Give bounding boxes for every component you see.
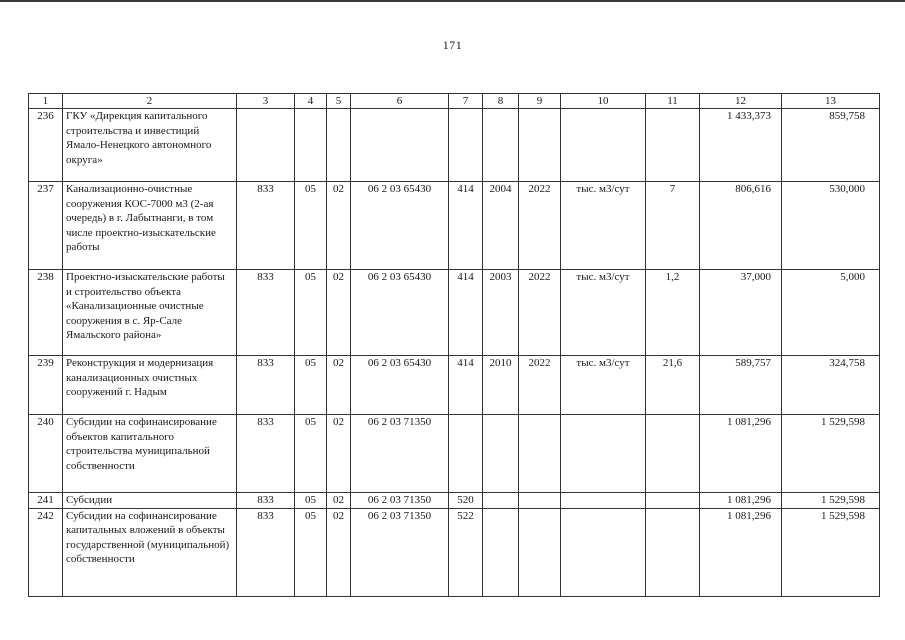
- subsection-cell: [327, 109, 351, 182]
- column-header: 4: [295, 94, 327, 109]
- start-year-cell: [483, 508, 519, 596]
- amount-2022-cell: 1 081,296: [700, 508, 782, 596]
- capacity-cell: [646, 493, 700, 509]
- ministry-code-cell: 833: [237, 270, 295, 356]
- amount-2023-cell: 530,000: [782, 182, 880, 270]
- unit-cell: [561, 109, 646, 182]
- name-cell: Канализационно-очистные сооружения КОС-7000 м3 (2-ая очередь) в г. Лабытнанги, в том числе проектно-изыскательские работы: [63, 182, 237, 270]
- column-header: 9: [519, 94, 561, 109]
- amount-2023-cell: 1 529,598: [782, 508, 880, 596]
- expense-type-cell: 414: [449, 356, 483, 415]
- amount-2022-cell: 806,616: [700, 182, 782, 270]
- column-header: 1: [29, 94, 63, 109]
- amount-2023-cell: 324,758: [782, 356, 880, 415]
- table-row: [29, 270, 880, 356]
- table-row: [29, 415, 880, 493]
- table-row: [29, 493, 880, 509]
- amount-2022-cell: 1 081,296: [700, 415, 782, 493]
- section-cell: [295, 109, 327, 182]
- name-cell: Субсидии на софинансирование объектов капитального строительства муниципальной собственности: [63, 415, 237, 493]
- amount-2022-cell: 589,757: [700, 356, 782, 415]
- top-border-line: [0, 0, 905, 2]
- table-row: [29, 182, 880, 270]
- end-year-cell: 2022: [519, 270, 561, 356]
- subsection-cell: 02: [327, 508, 351, 596]
- subsection-cell: 02: [327, 493, 351, 509]
- subsection-cell: 02: [327, 182, 351, 270]
- column-header: 5: [327, 94, 351, 109]
- target-article-cell: 06 2 03 65430: [351, 270, 449, 356]
- subsection-cell: 02: [327, 415, 351, 493]
- column-header: 2: [63, 94, 237, 109]
- table-row: [29, 356, 880, 415]
- name-cell: Проектно-изыскательские работы и строительство объекта «Канализационные очистные сооружения в с. Яр-Сале Ямальского района»: [63, 270, 237, 356]
- section-cell: 05: [295, 270, 327, 356]
- ministry-code-cell: 833: [237, 493, 295, 509]
- expense-type-cell: 414: [449, 270, 483, 356]
- name-cell: ГКУ «Дирекция капитального строительства и инвестиций Ямало-Ненецкого автономного округа»: [63, 109, 237, 182]
- end-year-cell: 2022: [519, 182, 561, 270]
- column-header: 13: [782, 94, 880, 109]
- row-number-cell: 236: [29, 109, 63, 182]
- amount-2023-cell: 1 529,598: [782, 415, 880, 493]
- target-article-cell: 06 2 03 71350: [351, 415, 449, 493]
- column-header: 6: [351, 94, 449, 109]
- end-year-cell: [519, 508, 561, 596]
- name-cell: Субсидии на софинансирование капитальных вложений в объекты государственной (муниципальной) собственности: [63, 508, 237, 596]
- ministry-code-cell: 833: [237, 182, 295, 270]
- column-header: 7: [449, 94, 483, 109]
- name-cell: Реконструкция и модернизация канализационных очистных сооружений г. Надым: [63, 356, 237, 415]
- amount-2022-cell: 37,000: [700, 270, 782, 356]
- unit-cell: тыс. м3/сут: [561, 270, 646, 356]
- end-year-cell: 2022: [519, 356, 561, 415]
- target-article-cell: 06 2 03 65430: [351, 356, 449, 415]
- subsection-cell: 02: [327, 356, 351, 415]
- name-cell: Субсидии: [63, 493, 237, 509]
- column-header: 12: [700, 94, 782, 109]
- target-article-cell: 06 2 03 71350: [351, 508, 449, 596]
- unit-cell: [561, 415, 646, 493]
- column-header: 3: [237, 94, 295, 109]
- page-number: 171: [442, 38, 463, 52]
- end-year-cell: [519, 415, 561, 493]
- section-cell: 05: [295, 356, 327, 415]
- ministry-code-cell: 833: [237, 415, 295, 493]
- column-header: 11: [646, 94, 700, 109]
- capacity-cell: [646, 415, 700, 493]
- capacity-cell: [646, 508, 700, 596]
- unit-cell: тыс. м3/сут: [561, 356, 646, 415]
- ministry-code-cell: 833: [237, 508, 295, 596]
- column-header: 10: [561, 94, 646, 109]
- ministry-code-cell: 833: [237, 356, 295, 415]
- row-number-cell: 242: [29, 508, 63, 596]
- table-row: [29, 109, 880, 182]
- expense-type-cell: [449, 415, 483, 493]
- target-article-cell: 06 2 03 71350: [351, 493, 449, 509]
- amount-2023-cell: 859,758: [782, 109, 880, 182]
- section-cell: 05: [295, 493, 327, 509]
- target-article-cell: [351, 109, 449, 182]
- capacity-cell: 1,2: [646, 270, 700, 356]
- start-year-cell: [483, 415, 519, 493]
- section-cell: 05: [295, 508, 327, 596]
- start-year-cell: [483, 109, 519, 182]
- ministry-code-cell: [237, 109, 295, 182]
- subsection-cell: 02: [327, 270, 351, 356]
- column-header: 8: [483, 94, 519, 109]
- expense-type-cell: 520: [449, 493, 483, 509]
- end-year-cell: [519, 493, 561, 509]
- start-year-cell: [483, 493, 519, 509]
- target-article-cell: 06 2 03 65430: [351, 182, 449, 270]
- row-number-cell: 238: [29, 270, 63, 356]
- unit-cell: [561, 493, 646, 509]
- capacity-cell: 7: [646, 182, 700, 270]
- expense-type-cell: 522: [449, 508, 483, 596]
- row-number-cell: 241: [29, 493, 63, 509]
- header-row: [29, 94, 880, 109]
- row-number-cell: 240: [29, 415, 63, 493]
- start-year-cell: 2003: [483, 270, 519, 356]
- budget-table: [28, 93, 880, 597]
- amount-2023-cell: 5,000: [782, 270, 880, 356]
- row-number-cell: 237: [29, 182, 63, 270]
- unit-cell: тыс. м3/сут: [561, 182, 646, 270]
- expense-type-cell: 414: [449, 182, 483, 270]
- section-cell: 05: [295, 415, 327, 493]
- capacity-cell: [646, 109, 700, 182]
- section-cell: 05: [295, 182, 327, 270]
- amount-2022-cell: 1 433,373: [700, 109, 782, 182]
- amount-2022-cell: 1 081,296: [700, 493, 782, 509]
- row-number-cell: 239: [29, 356, 63, 415]
- start-year-cell: 2004: [483, 182, 519, 270]
- start-year-cell: 2010: [483, 356, 519, 415]
- expense-type-cell: [449, 109, 483, 182]
- table-row: [29, 508, 880, 596]
- end-year-cell: [519, 109, 561, 182]
- capacity-cell: 21,6: [646, 356, 700, 415]
- unit-cell: [561, 508, 646, 596]
- amount-2023-cell: 1 529,598: [782, 493, 880, 509]
